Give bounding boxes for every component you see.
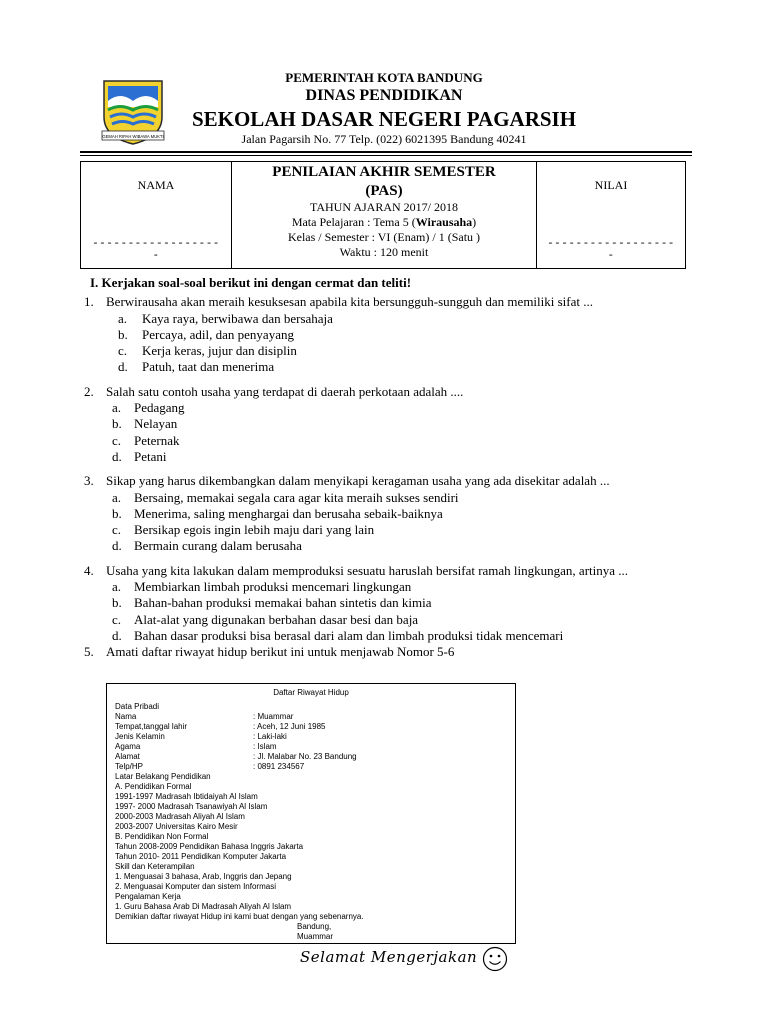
question-2 — [82, 384, 692, 400]
smiley-icon — [482, 946, 508, 972]
header-address: Jalan Pagarsih No. 77 Telp. (022) 6021395 Bandung 40241 — [241, 132, 527, 146]
header-department: DINAS PENDIDIKAN — [305, 87, 463, 104]
cv-field-address: Alamat : Jl. Malabar No. 23 Bandung — [115, 752, 357, 761]
cv-line: 1997- 2000 Madrasah Tsanawiyah Al Islam — [115, 802, 268, 811]
cv-box — [106, 683, 516, 944]
cv-line: 1991-1997 Madrasah Ibtidaiyah Al Islam — [115, 792, 258, 801]
question-text: Usaha yang kita lakukan dalam memproduksi sesuatu haruslah bersifat ramah lingkungan, artinya ... — [106, 562, 629, 578]
question-number: 3. — [84, 473, 94, 489]
cv-body — [107, 702, 515, 942]
nilai-label: NILAI — [594, 178, 628, 192]
class-semester: Kelas / Semester : VI (Enam) / 1 (Satu ) — [287, 230, 481, 244]
cv-line: 1. Guru Bahasa Arab Di Madrasah Aliyah Al Islam — [115, 902, 292, 911]
header-government: PEMERINTAH KOTA BANDUNG — [285, 70, 483, 85]
question-section — [82, 275, 692, 661]
option-4c[interactable]: c. Alat-alat yang digunakan berbahan dasar besi dan baja — [112, 611, 419, 627]
header-rule-thin — [80, 155, 692, 156]
cv-field-name: Nama : Muammar — [115, 712, 294, 721]
cv-line: Latar Belakang Pendidikan — [115, 772, 211, 781]
cv-line: 2003-2007 Universitas Kairo Mesir — [115, 822, 238, 831]
option-4a[interactable]: a. Membiarkan limbah produksi mencemari lingkungan — [112, 579, 412, 595]
option-3a[interactable]: a. Bersaing, memakai segala cara agar kita meraih sukses sendiri — [112, 489, 459, 505]
nilai-field[interactable]: ------------------- — [547, 238, 675, 262]
cv-sign-name: Muammar — [297, 932, 334, 941]
option-2b[interactable]: b. Nelayan — [112, 416, 178, 432]
question-number: 5. — [84, 644, 94, 660]
question-number: 2. — [84, 383, 94, 399]
cv-field-birth: Tempat,tanggal lahir : Aceh, 12 Juni 1985 — [115, 722, 326, 731]
option-1c[interactable]: c. Kerja keras, jujur dan disiplin — [118, 343, 297, 359]
nama-label: NAMA — [137, 178, 175, 192]
cv-section-personal: Data Pribadi — [115, 702, 160, 711]
question-text: Berwirausaha akan meraih kesuksesan apabila kita bersungguh-sungguh dan memiliki sifat ... — [106, 294, 594, 310]
cv-field-phone: Telp/HP : 0891 234567 — [115, 762, 305, 771]
cv-line: 1. Menguasai 3 bahasa, Arab, Inggris dan Jepang — [115, 872, 292, 881]
option-2c[interactable]: c. Peternak — [112, 432, 180, 448]
option-1b[interactable]: b. Percaya, adil, dan penyayang — [118, 326, 294, 342]
cv-line: Skill dan Keterampilan — [115, 862, 195, 871]
question-number: 4. — [84, 562, 94, 578]
identity-box — [80, 161, 686, 269]
option-3d[interactable]: d. Bermain curang dalam berusaha — [112, 538, 302, 554]
cv-field-gender: Jenis Kelamin : Laki-laki — [115, 732, 287, 741]
closing-message: Selamat Mengerjakan — [300, 948, 478, 966]
nilai-cell — [537, 162, 685, 268]
question-number: 1. — [84, 294, 94, 310]
cv-line: Tahun 2008-2009 Pendidikan Bahasa Inggris Jakarta — [115, 842, 304, 851]
cv-sign-city: Bandung, — [297, 922, 332, 931]
option-4b[interactable]: b. Bahan-bahan produksi memakai bahan sintetis dan kimia — [112, 595, 432, 611]
question-3 — [82, 473, 692, 489]
header-school-name: SEKOLAH DASAR NEGERI PAGARSIH — [191, 107, 577, 131]
cv-line: B. Pendidikan Non Formal — [115, 832, 209, 841]
exam-title-abbr: (PAS) — [365, 183, 403, 199]
nama-field[interactable]: ------------------- — [92, 238, 220, 262]
exam-info-cell — [232, 162, 537, 268]
subject-line: Mata Pelajaran : Tema 5 (Wirausaha) — [291, 215, 477, 229]
cv-line: A. Pendidikan Formal — [115, 782, 192, 791]
question-text: Salah satu contoh usaha yang terdapat di daerah perkotaan adalah .... — [106, 383, 464, 399]
question-5 — [82, 644, 692, 660]
question-1 — [82, 294, 692, 310]
cv-line: 2. Menguasai Komputer dan sistem Informasi — [115, 882, 276, 891]
option-4d[interactable]: d. Bahan dasar produksi bisa berasal dari alam dan limbah produksi tidak mencemari — [112, 627, 564, 643]
cv-title: Daftar Riwayat Hidup — [273, 688, 349, 697]
section-instruction: I. Kerjakan soal-soal berikut ini dengan cermat dan teliti! — [90, 275, 412, 290]
question-text: Sikap yang harus dikembangkan dalam menyikapi keragaman usaha yang ada disekitar adalah ... — [106, 473, 610, 489]
academic-year: TAHUN AJARAN 2017/ 2018 — [309, 200, 459, 214]
option-2a[interactable]: a. Pedagang — [112, 400, 185, 416]
option-2d[interactable]: d. Petani — [112, 448, 167, 464]
emblem-motto: GEMAH RIPAH WIBAWA MUKTI — [102, 134, 164, 139]
exam-title: PENILAIAN AKHIR SEMESTER — [272, 164, 496, 180]
question-text: Amati daftar riwayat hidup berikut ini untuk menjawab Nomor 5-6 — [106, 644, 455, 660]
cv-line: Pengalaman Kerja — [115, 892, 181, 901]
header-rule-thick — [80, 151, 692, 153]
cv-line: 2000-2003 Madrasah Aliyah Al Islam — [115, 812, 245, 821]
cv-field-religion: Agama : Islam — [115, 742, 277, 751]
option-3c[interactable]: c. Bersikap egois ingin lebih maju dari yang lain — [112, 522, 375, 538]
nama-cell — [81, 162, 232, 268]
question-4 — [82, 563, 692, 579]
time-allotment: Waktu : 120 menit — [339, 245, 429, 259]
option-1d[interactable]: d. Patuh, taat dan menerima — [118, 359, 275, 375]
option-1a[interactable]: a. Kaya raya, berwibawa dan bersahaja — [118, 310, 333, 326]
cv-line: Demikian daftar riwayat Hidup ini kami buat dengan yang sebenarnya. — [115, 912, 364, 921]
option-3b[interactable]: b. Menerima, saling menghargai dan berusaha sebaik-baiknya — [112, 505, 443, 521]
cv-line: Tahun 2010- 2011 Pendidikan Komputer Jakarta — [115, 852, 287, 861]
